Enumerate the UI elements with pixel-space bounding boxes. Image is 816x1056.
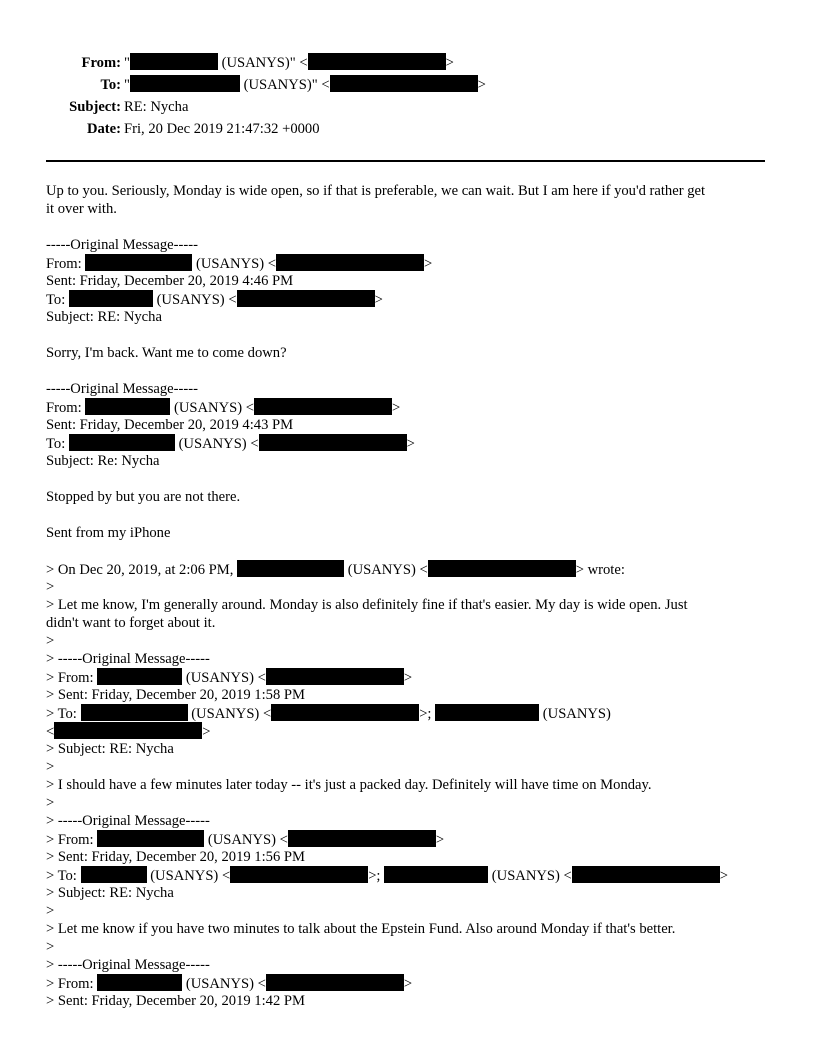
quote-marker: > [46,759,55,775]
subject-value: RE: Nycha [124,99,189,115]
body-line: it over with. [46,201,117,217]
quoted-from-line: > From: (USANYS) < > [46,832,445,848]
quoted-subject-line: > Subject: RE: Nycha [46,741,174,757]
date-value: Fri, 20 Dec 2019 21:47:32 +0000 [124,121,320,137]
redaction-bar [266,974,404,991]
redaction-bar [330,75,478,92]
redaction-bar [428,560,576,577]
to-label: To: [100,77,121,93]
redaction-bar [230,866,368,883]
quoted-to-line: To: (USANYS) < > [46,436,415,452]
redaction-bar [237,560,344,577]
quoted-sent-line: > Sent: Friday, December 20, 2019 1:42 PM [46,993,305,1009]
redaction-bar [276,254,424,271]
quoted-from-line: > From: (USANYS) < > [46,670,413,686]
redaction-bar [308,53,446,70]
header-divider [46,160,765,162]
redaction-bar [130,53,218,70]
redaction-bar [271,704,419,721]
original-message-divider: > -----Original Message----- [46,813,210,829]
body-line: > I should have a few minutes later today -- it's just a packed day. Definitely will have time on Monday. [46,777,652,793]
redaction-bar [85,254,192,271]
body-line: didn't want to forget about it. [46,615,216,631]
quoted-subject-line: > Subject: RE: Nycha [46,885,174,901]
quote-marker: > [46,903,55,919]
quote-marker: > [46,795,55,811]
original-message-divider: > -----Original Message----- [46,957,210,973]
quoted-to-line: To: (USANYS) < > [46,292,383,308]
redaction-bar [85,398,170,415]
quote-marker: > [46,939,55,955]
quoted-subject-line: Subject: Re: Nycha [46,453,160,469]
quoted-sent-line: Sent: Friday, December 20, 2019 4:43 PM [46,417,294,433]
redaction-bar [130,75,240,92]
redaction-bar [69,290,153,307]
redaction-bar [69,434,175,451]
quoted-sent-line: > Sent: Friday, December 20, 2019 1:58 PM [46,687,305,703]
quoted-sent-line: Sent: Friday, December 20, 2019 4:46 PM [46,273,294,289]
quoted-to-continuation: < > [46,724,211,740]
email-body [46,182,774,1010]
redaction-bar [97,974,182,991]
signature-line: Sent from my iPhone [46,525,171,541]
redaction-bar [266,668,404,685]
redaction-bar [54,722,202,739]
quoted-from-line: From: (USANYS) < > [46,400,401,416]
date-label: Date: [86,121,121,137]
body-line: Up to you. Seriously, Monday is wide open, so if that is preferable, we can wait. But I am here if you'd rather get [46,183,706,199]
quoted-sent-line: > Sent: Friday, December 20, 2019 1:56 PM [46,849,305,865]
original-message-divider: -----Original Message----- [46,237,198,253]
redaction-bar [97,830,204,847]
quote-marker: > [46,633,55,649]
redaction-bar [384,866,488,883]
quoted-subject-line: Subject: RE: Nycha [46,309,162,325]
body-line: Stopped by but you are not there. [46,489,241,505]
body-line: Sorry, I'm back. Want me to come down? [46,345,287,361]
redaction-bar [259,434,407,451]
body-line: > Let me know, I'm generally around. Monday is also definitely fine if that's easier. My day is wide open. Just [46,597,688,613]
body-line: > Let me know if you have two minutes to talk about the Epstein Fund. Also around Monday if that's better. [46,921,676,937]
redaction-bar [254,398,392,415]
redaction-bar [237,290,375,307]
redaction-bar [288,830,436,847]
redaction-bar [572,866,720,883]
email-page: From: " (USANYS)" < > To: " (USANYS)" < > Subject: RE: Nycha Date: Fri, 20 Dec 2019 21:47:32 +0000 Up to you. Seriously, Monday is wide open, so if that is preferable, we can wait. But I am here if you'd rather get it over with. -----Original Message----- From: (USANYS) < > Sent: Friday, December 20, 2019 4:46 PM To: (USANYS) < > Subject: RE: Nycha Sorry, I'm back. Want me to come down? -----Original Message----- From: (USANYS) < > Sent: Friday, December 20, 2019 4:43 PM To: (USANYS) < > Subject: Re: Nycha Stopped by but you are not there. Sent from my iPhone > On Dec 20, 2019, at 2:06 PM, (USANYS) < > wrote: > > Let me know, I'm generally around. Monday is also definitely fine if that's easier. My day is wide open. Just didn't want to forget about it. > > -----Original Message----- > From: (USANYS) < > > Sent: Friday, December 20, 2019 1:58 PM > To: (USANYS) < >; (USANYS) < > > Subject: RE: Nycha > > I should have a few minutes later today -- it's just a packed day. Definitely will have time on Monday. > > -----Original Message----- > From: (USANYS) < > > Sent: Friday, December 20, 2019 1:56 PM > To: (USANYS) < >; (USANYS) < > > Subject: RE: Nycha > > Let me know if you have two minutes to talk about the Epstein Fund. Also around Monday if that's better. > > -----Original Message----- > From: (USANYS) < > > Sent: Friday, December 20, 2019 1:42 PM [0,0,816,1056]
quoted-from-line: > From: (USANYS) < > [46,976,413,992]
redaction-bar [435,704,539,721]
redaction-bar [81,866,147,883]
from-label: From: [81,55,121,71]
original-message-divider: > -----Original Message----- [46,651,210,667]
original-message-divider: -----Original Message----- [46,381,198,397]
redaction-bar [97,668,182,685]
quote-marker: > [46,579,55,595]
quoted-attribution-line: > On Dec 20, 2019, at 2:06 PM, (USANYS) < > wrote: [46,562,625,578]
quoted-from-line: From: (USANYS) < > [46,256,433,272]
redaction-bar [81,704,188,721]
subject-label: Subject: [69,99,121,115]
quoted-to-line: > To: (USANYS) < >; (USANYS) [46,706,611,722]
quoted-to-line: > To: (USANYS) < >; (USANYS) < > [46,868,729,884]
